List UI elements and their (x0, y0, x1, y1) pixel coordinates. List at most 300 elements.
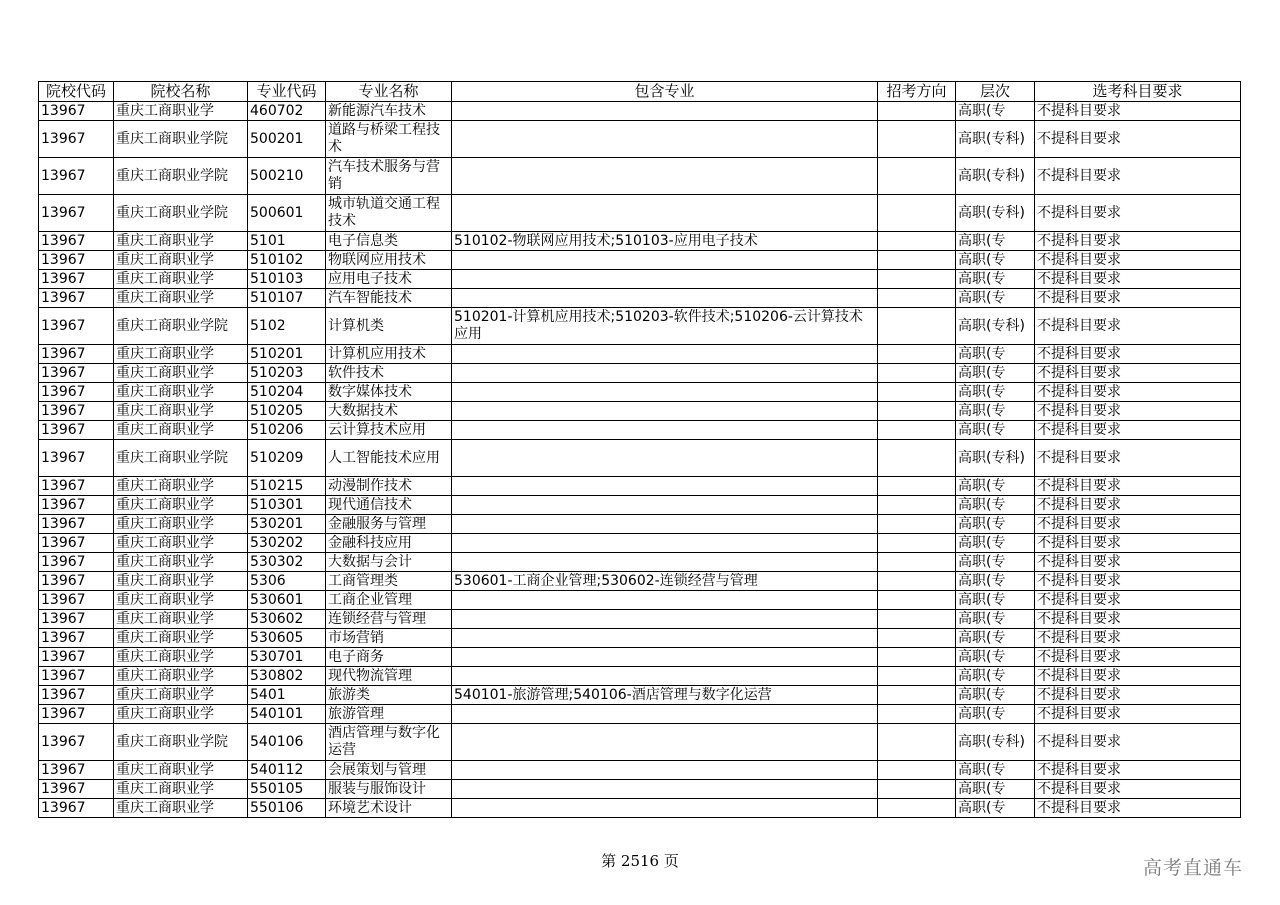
cell-level: 高职(专 (956, 648, 1035, 667)
cell-level: 高职(专 (956, 251, 1035, 270)
header-school-code: 院校代码 (39, 82, 114, 102)
table-row (39, 289, 1241, 308)
cell-level: 高职(专 (956, 761, 1035, 780)
cell-major-name: 物联网应用技术 (326, 251, 452, 270)
cell-major-name: 现代通信技术 (326, 496, 452, 515)
cell-level: 高职(专 (956, 270, 1035, 289)
cell-school-name: 重庆工商职业学院 (114, 121, 248, 158)
cell-included-majors (452, 667, 878, 686)
cell-major-name: 环境艺术设计 (326, 799, 452, 818)
cell-major-name: 旅游管理 (326, 705, 452, 724)
cell-school-code: 13967 (39, 477, 114, 496)
cell-major-name: 工商管理类 (326, 572, 452, 591)
cell-direction (878, 761, 956, 780)
cell-school-code: 13967 (39, 251, 114, 270)
cell-school-name: 重庆工商职业学院 (114, 158, 248, 195)
cell-direction (878, 667, 956, 686)
cell-major-code: 5101 (248, 232, 326, 251)
cell-major-code: 530701 (248, 648, 326, 667)
cell-school-code: 13967 (39, 270, 114, 289)
cell-direction (878, 364, 956, 383)
cell-level: 高职(专 (956, 686, 1035, 705)
cell-direction (878, 477, 956, 496)
cell-direction (878, 686, 956, 705)
cell-major-code: 530802 (248, 667, 326, 686)
cell-school-name: 重庆工商职业学 (114, 572, 248, 591)
cell-school-name: 重庆工商职业学 (114, 610, 248, 629)
header-included-majors: 包含专业 (452, 82, 878, 102)
cell-level: 高职(专 (956, 421, 1035, 440)
cell-major-code: 510107 (248, 289, 326, 308)
cell-level: 高职(专 (956, 780, 1035, 799)
cell-level: 高职(专科) (956, 158, 1035, 195)
cell-school-name: 重庆工商职业学院 (114, 308, 248, 345)
cell-subject-requirement: 不提科目要求 (1035, 421, 1241, 440)
cell-subject-requirement: 不提科目要求 (1035, 667, 1241, 686)
cell-subject-requirement: 不提科目要求 (1035, 572, 1241, 591)
cell-subject-requirement: 不提科目要求 (1035, 251, 1241, 270)
cell-subject-requirement: 不提科目要求 (1035, 705, 1241, 724)
cell-direction (878, 440, 956, 477)
cell-subject-requirement: 不提科目要求 (1035, 289, 1241, 308)
cell-major-code: 510206 (248, 421, 326, 440)
cell-major-name: 现代物流管理 (326, 667, 452, 686)
table-row (39, 799, 1241, 818)
table-row (39, 121, 1241, 158)
cell-included-majors: 510201-计算机应用技术;510203-软件技术;510206-云计算技术应用 (452, 308, 878, 345)
cell-school-code: 13967 (39, 686, 114, 705)
table-row (39, 270, 1241, 289)
watermark-text: 高考直通车 (1143, 857, 1244, 879)
cell-direction (878, 610, 956, 629)
cell-school-code: 13967 (39, 572, 114, 591)
cell-school-name: 重庆工商职业学 (114, 553, 248, 572)
cell-subject-requirement: 不提科目要求 (1035, 610, 1241, 629)
cell-school-code: 13967 (39, 345, 114, 364)
admissions-table (38, 81, 1241, 818)
cell-direction (878, 553, 956, 572)
cell-major-name: 动漫制作技术 (326, 477, 452, 496)
cell-subject-requirement: 不提科目要求 (1035, 402, 1241, 421)
cell-subject-requirement: 不提科目要求 (1035, 534, 1241, 553)
cell-major-code: 530302 (248, 553, 326, 572)
cell-major-code: 550106 (248, 799, 326, 818)
cell-major-name: 人工智能技术应用 (326, 440, 452, 477)
cell-school-code: 13967 (39, 799, 114, 818)
cell-major-name: 连锁经营与管理 (326, 610, 452, 629)
cell-direction (878, 289, 956, 308)
header-major-name: 专业名称 (326, 82, 452, 102)
cell-level: 高职(专科) (956, 308, 1035, 345)
cell-included-majors (452, 780, 878, 799)
table-row (39, 534, 1241, 553)
cell-direction (878, 308, 956, 345)
cell-included-majors (452, 270, 878, 289)
cell-major-name: 计算机类 (326, 308, 452, 345)
cell-included-majors: 540101-旅游管理;540106-酒店管理与数字化运营 (452, 686, 878, 705)
cell-major-name: 金融科技应用 (326, 534, 452, 553)
cell-subject-requirement: 不提科目要求 (1035, 496, 1241, 515)
cell-school-name: 重庆工商职业学院 (114, 724, 248, 761)
cell-major-name: 大数据技术 (326, 402, 452, 421)
cell-school-code: 13967 (39, 383, 114, 402)
cell-school-name: 重庆工商职业学 (114, 534, 248, 553)
table-row (39, 477, 1241, 496)
cell-included-majors (452, 705, 878, 724)
cell-school-code: 13967 (39, 121, 114, 158)
cell-school-name: 重庆工商职业学 (114, 648, 248, 667)
cell-school-code: 13967 (39, 648, 114, 667)
cell-direction (878, 195, 956, 232)
cell-major-code: 540112 (248, 761, 326, 780)
cell-major-code: 510203 (248, 364, 326, 383)
cell-direction (878, 158, 956, 195)
cell-included-majors (452, 591, 878, 610)
cell-subject-requirement: 不提科目要求 (1035, 308, 1241, 345)
cell-direction (878, 421, 956, 440)
cell-level: 高职(专 (956, 364, 1035, 383)
cell-school-code: 13967 (39, 705, 114, 724)
cell-subject-requirement: 不提科目要求 (1035, 761, 1241, 780)
cell-direction (878, 572, 956, 591)
cell-school-name: 重庆工商职业学 (114, 629, 248, 648)
header-major-code: 专业代码 (248, 82, 326, 102)
cell-major-name: 软件技术 (326, 364, 452, 383)
table-row (39, 251, 1241, 270)
cell-major-code: 5306 (248, 572, 326, 591)
cell-included-majors (452, 724, 878, 761)
cell-major-code: 510301 (248, 496, 326, 515)
cell-level: 高职(专 (956, 383, 1035, 402)
cell-school-code: 13967 (39, 158, 114, 195)
cell-major-code: 530601 (248, 591, 326, 610)
cell-school-code: 13967 (39, 610, 114, 629)
cell-school-name: 重庆工商职业学院 (114, 440, 248, 477)
cell-school-name: 重庆工商职业学 (114, 364, 248, 383)
cell-major-code: 510215 (248, 477, 326, 496)
cell-major-name: 电子信息类 (326, 232, 452, 251)
cell-level: 高职(专 (956, 667, 1035, 686)
cell-major-code: 540106 (248, 724, 326, 761)
cell-included-majors: 530601-工商企业管理;530602-连锁经营与管理 (452, 572, 878, 591)
cell-school-name: 重庆工商职业学 (114, 780, 248, 799)
cell-level: 高职(专科) (956, 440, 1035, 477)
table-row (39, 761, 1241, 780)
cell-level: 高职(专科) (956, 121, 1035, 158)
table-row (39, 648, 1241, 667)
cell-direction (878, 232, 956, 251)
cell-school-name: 重庆工商职业学 (114, 421, 248, 440)
cell-subject-requirement: 不提科目要求 (1035, 270, 1241, 289)
cell-school-code: 13967 (39, 195, 114, 232)
cell-school-name: 重庆工商职业学 (114, 477, 248, 496)
cell-school-name: 重庆工商职业学 (114, 289, 248, 308)
cell-direction (878, 705, 956, 724)
cell-major-name: 云计算技术应用 (326, 421, 452, 440)
cell-school-code: 13967 (39, 515, 114, 534)
cell-subject-requirement: 不提科目要求 (1035, 121, 1241, 158)
cell-school-name: 重庆工商职业学院 (114, 195, 248, 232)
cell-school-name: 重庆工商职业学 (114, 232, 248, 251)
cell-school-code: 13967 (39, 667, 114, 686)
table-row (39, 158, 1241, 195)
cell-subject-requirement: 不提科目要求 (1035, 724, 1241, 761)
cell-direction (878, 270, 956, 289)
cell-level: 高职(专 (956, 102, 1035, 121)
cell-subject-requirement: 不提科目要求 (1035, 799, 1241, 818)
cell-major-code: 510103 (248, 270, 326, 289)
cell-level: 高职(专 (956, 799, 1035, 818)
cell-subject-requirement: 不提科目要求 (1035, 345, 1241, 364)
cell-included-majors (452, 515, 878, 534)
page-number: 第 2516 页 (601, 852, 679, 870)
cell-school-code: 13967 (39, 629, 114, 648)
table-row (39, 195, 1241, 232)
cell-school-name: 重庆工商职业学 (114, 270, 248, 289)
cell-major-name: 服装与服饰设计 (326, 780, 452, 799)
cell-major-code: 5401 (248, 686, 326, 705)
table-row (39, 440, 1241, 477)
header-direction: 招考方向 (878, 82, 956, 102)
cell-school-name: 重庆工商职业学 (114, 705, 248, 724)
cell-subject-requirement: 不提科目要求 (1035, 629, 1241, 648)
cell-major-name: 汽车智能技术 (326, 289, 452, 308)
cell-major-name: 工商企业管理 (326, 591, 452, 610)
table-row (39, 629, 1241, 648)
cell-direction (878, 780, 956, 799)
cell-included-majors (452, 629, 878, 648)
cell-school-name: 重庆工商职业学 (114, 667, 248, 686)
cell-direction (878, 591, 956, 610)
cell-direction (878, 383, 956, 402)
cell-included-majors (452, 496, 878, 515)
cell-school-code: 13967 (39, 421, 114, 440)
cell-included-majors (452, 158, 878, 195)
cell-school-code: 13967 (39, 761, 114, 780)
cell-school-name: 重庆工商职业学 (114, 251, 248, 270)
cell-major-code: 530202 (248, 534, 326, 553)
cell-school-code: 13967 (39, 289, 114, 308)
cell-school-name: 重庆工商职业学 (114, 591, 248, 610)
cell-major-name: 酒店管理与数字化运营 (326, 724, 452, 761)
cell-subject-requirement: 不提科目要求 (1035, 686, 1241, 705)
cell-level: 高职(专 (956, 534, 1035, 553)
cell-major-name: 市场营销 (326, 629, 452, 648)
cell-level: 高职(专 (956, 402, 1035, 421)
cell-subject-requirement: 不提科目要求 (1035, 383, 1241, 402)
table-row (39, 102, 1241, 121)
cell-school-code: 13967 (39, 364, 114, 383)
cell-level: 高职(专 (956, 232, 1035, 251)
cell-subject-requirement: 不提科目要求 (1035, 102, 1241, 121)
cell-included-majors (452, 761, 878, 780)
cell-subject-requirement: 不提科目要求 (1035, 440, 1241, 477)
cell-included-majors (452, 289, 878, 308)
cell-included-majors (452, 477, 878, 496)
cell-major-code: 540101 (248, 705, 326, 724)
cell-direction (878, 799, 956, 818)
cell-major-name: 城市轨道交通工程技术 (326, 195, 452, 232)
cell-subject-requirement: 不提科目要求 (1035, 648, 1241, 667)
cell-school-code: 13967 (39, 402, 114, 421)
table-row (39, 610, 1241, 629)
cell-direction (878, 121, 956, 158)
cell-level: 高职(专 (956, 345, 1035, 364)
cell-school-code: 13967 (39, 553, 114, 572)
table-row (39, 780, 1241, 799)
table-row (39, 232, 1241, 251)
cell-direction (878, 251, 956, 270)
cell-major-code: 530201 (248, 515, 326, 534)
cell-school-code: 13967 (39, 308, 114, 345)
cell-major-name: 旅游类 (326, 686, 452, 705)
cell-included-majors (452, 195, 878, 232)
cell-major-name: 会展策划与管理 (326, 761, 452, 780)
cell-level: 高职(专 (956, 572, 1035, 591)
cell-school-code: 13967 (39, 496, 114, 515)
table-row (39, 308, 1241, 345)
cell-school-code: 13967 (39, 591, 114, 610)
cell-school-code: 13967 (39, 724, 114, 761)
table-row (39, 686, 1241, 705)
table-row (39, 591, 1241, 610)
header-school-name: 院校名称 (114, 82, 248, 102)
cell-major-code: 500210 (248, 158, 326, 195)
cell-school-code: 13967 (39, 780, 114, 799)
cell-included-majors (452, 648, 878, 667)
cell-level: 高职(专 (956, 477, 1035, 496)
cell-direction (878, 496, 956, 515)
cell-level: 高职(专科) (956, 724, 1035, 761)
cell-subject-requirement: 不提科目要求 (1035, 553, 1241, 572)
header-row (39, 82, 1241, 102)
cell-direction (878, 102, 956, 121)
cell-direction (878, 402, 956, 421)
table-row (39, 421, 1241, 440)
cell-level: 高职(专 (956, 289, 1035, 308)
table-row (39, 496, 1241, 515)
table-row (39, 667, 1241, 686)
cell-major-name: 金融服务与管理 (326, 515, 452, 534)
cell-school-name: 重庆工商职业学 (114, 799, 248, 818)
cell-included-majors (452, 534, 878, 553)
cell-school-name: 重庆工商职业学 (114, 102, 248, 121)
cell-level: 高职(专 (956, 515, 1035, 534)
cell-major-name: 道路与桥梁工程技术 (326, 121, 452, 158)
cell-level: 高职(专 (956, 629, 1035, 648)
table-row (39, 515, 1241, 534)
cell-school-name: 重庆工商职业学 (114, 383, 248, 402)
table-row (39, 364, 1241, 383)
cell-level: 高职(专 (956, 591, 1035, 610)
cell-major-code: 530602 (248, 610, 326, 629)
table-row (39, 553, 1241, 572)
cell-included-majors (452, 440, 878, 477)
cell-included-majors (452, 102, 878, 121)
cell-level: 高职(专 (956, 553, 1035, 572)
cell-level: 高职(专 (956, 705, 1035, 724)
cell-subject-requirement: 不提科目要求 (1035, 477, 1241, 496)
header-subject-requirement: 选考科目要求 (1035, 82, 1241, 102)
header-level: 层次 (956, 82, 1035, 102)
cell-school-name: 重庆工商职业学 (114, 345, 248, 364)
cell-school-name: 重庆工商职业学 (114, 515, 248, 534)
cell-direction (878, 648, 956, 667)
table-row (39, 345, 1241, 364)
cell-included-majors (452, 421, 878, 440)
cell-major-name: 计算机应用技术 (326, 345, 452, 364)
cell-level: 高职(专 (956, 610, 1035, 629)
cell-major-code: 510201 (248, 345, 326, 364)
cell-school-code: 13967 (39, 534, 114, 553)
cell-school-name: 重庆工商职业学 (114, 686, 248, 705)
cell-major-code: 500201 (248, 121, 326, 158)
cell-direction (878, 724, 956, 761)
cell-included-majors (452, 799, 878, 818)
cell-major-code: 5102 (248, 308, 326, 345)
cell-included-majors (452, 251, 878, 270)
table-row (39, 705, 1241, 724)
cell-school-code: 13967 (39, 102, 114, 121)
cell-major-name: 电子商务 (326, 648, 452, 667)
cell-major-code: 530605 (248, 629, 326, 648)
cell-major-name: 新能源汽车技术 (326, 102, 452, 121)
cell-major-code: 500601 (248, 195, 326, 232)
cell-direction (878, 629, 956, 648)
cell-direction (878, 534, 956, 553)
table-row (39, 402, 1241, 421)
cell-included-majors (452, 383, 878, 402)
cell-included-majors (452, 610, 878, 629)
cell-major-name: 大数据与会计 (326, 553, 452, 572)
cell-subject-requirement: 不提科目要求 (1035, 364, 1241, 383)
cell-subject-requirement: 不提科目要求 (1035, 591, 1241, 610)
cell-major-name: 汽车技术服务与营销 (326, 158, 452, 195)
cell-subject-requirement: 不提科目要求 (1035, 158, 1241, 195)
cell-direction (878, 345, 956, 364)
cell-major-code: 510205 (248, 402, 326, 421)
cell-included-majors (452, 345, 878, 364)
cell-major-code: 460702 (248, 102, 326, 121)
cell-school-name: 重庆工商职业学 (114, 402, 248, 421)
cell-school-name: 重庆工商职业学 (114, 496, 248, 515)
cell-included-majors (452, 121, 878, 158)
cell-included-majors (452, 553, 878, 572)
cell-school-name: 重庆工商职业学 (114, 761, 248, 780)
table-row (39, 724, 1241, 761)
cell-subject-requirement: 不提科目要求 (1035, 195, 1241, 232)
cell-major-code: 510204 (248, 383, 326, 402)
cell-major-name: 数字媒体技术 (326, 383, 452, 402)
table-row (39, 572, 1241, 591)
cell-subject-requirement: 不提科目要求 (1035, 780, 1241, 799)
cell-major-code: 510209 (248, 440, 326, 477)
cell-included-majors: 510102-物联网应用技术;510103-应用电子技术 (452, 232, 878, 251)
cell-school-code: 13967 (39, 232, 114, 251)
cell-level: 高职(专科) (956, 195, 1035, 232)
cell-school-code: 13967 (39, 440, 114, 477)
cell-included-majors (452, 402, 878, 421)
cell-major-code: 550105 (248, 780, 326, 799)
table-body (39, 102, 1241, 818)
cell-included-majors (452, 364, 878, 383)
cell-major-code: 510102 (248, 251, 326, 270)
table-row (39, 383, 1241, 402)
cell-subject-requirement: 不提科目要求 (1035, 232, 1241, 251)
cell-major-name: 应用电子技术 (326, 270, 452, 289)
cell-direction (878, 515, 956, 534)
cell-level: 高职(专 (956, 496, 1035, 515)
